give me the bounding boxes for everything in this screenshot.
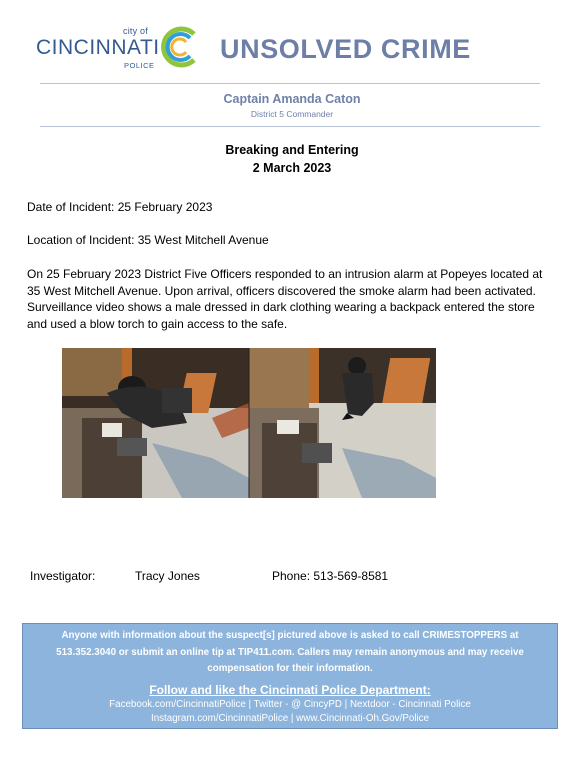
logo-city-text: city of [123,26,148,36]
crimestoppers-message [35,628,545,678]
logo-police-text: POLICE [124,61,155,70]
crimestoppers-line-3: compensation for their information. [207,663,373,674]
investigator-label: Investigator: [30,569,96,583]
commander-name: Captain Amanda Caton [223,92,361,106]
crimestoppers-line-1: Anyone with information about the suspect[s] pictured above is asked to call CRIMESTOPPERS at [61,630,519,641]
crimestoppers-line-2: 513.352.3040 or submit an online tip at TIP411.com. Callers may remain anonymous and may receive [56,646,524,658]
crime-date: 2 March 2023 [252,161,332,175]
logo-wordmark: CINCINNATI [36,36,160,59]
page-title: UNSOLVED CRIME [220,34,471,64]
header-divider-bottom [40,126,540,127]
surveillance-photos [62,348,436,498]
social-links-line-1[interactable]: Facebook.com/CincinnatiPolice | Twitter - @ CincyPD | Nextdoor - Cincinnati Police [109,699,471,710]
social-links-line-2[interactable]: Instagram.com/CincinnatiPolice | www.Cincinnati-Oh.Gov/Police [150,713,430,724]
header-divider [40,83,540,84]
investigator-phone: Phone: 513-569-8581 [272,569,389,583]
commander-role: District 5 Commander [250,109,334,119]
logo-c-emblem-icon [156,24,202,70]
follow-heading: Follow and like the Cincinnati Police Department: [149,683,431,697]
crimestoppers-box [22,623,558,729]
investigator-name: Tracy Jones [135,569,200,583]
incident-location: Location of Incident: 35 West Mitchell Avenue [27,233,269,247]
city-police-logo [36,24,206,70]
incident-narrative: On 25 February 2023 District Five Officers responded to an intrusion alarm at Popeyes located at 35 West Mitchell Avenue. Upon arrival, officers discovered the smoke alarm had been activated. Surveillance video shows a male dressed in dark clothing wearing a backpack entered the store and used a blow torch to gain access to the safe. [27,267,543,331]
incident-date: Date of Incident: 25 February 2023 [27,200,213,214]
surveillance-image [62,348,436,498]
crime-type: Breaking and Entering [225,143,359,157]
